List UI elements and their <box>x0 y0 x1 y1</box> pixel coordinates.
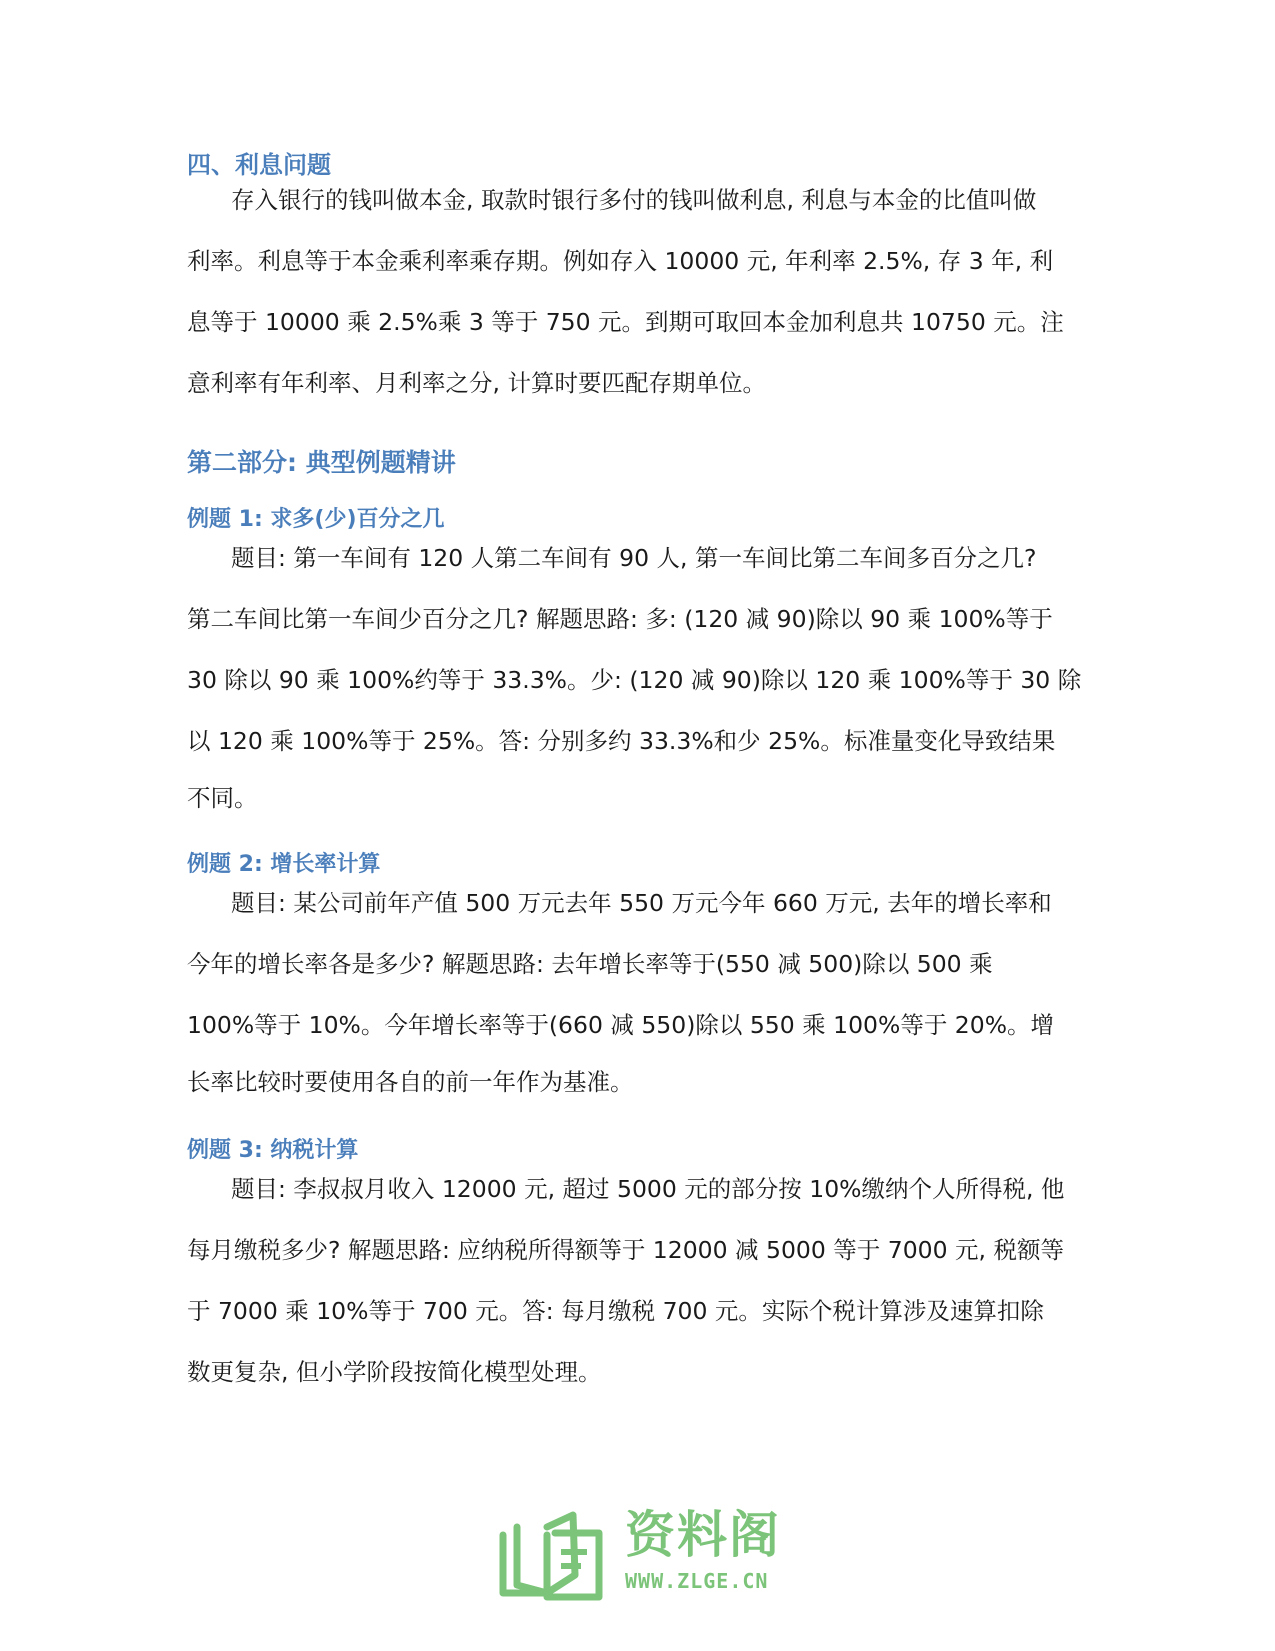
paragraph-line: 第二车间比第一车间少百分之几? 解题思路: 多: (120 减 90)除以 90 乘 100%等于 <box>187 605 1053 633</box>
example-3-heading: 例题 3: 纳税计算 <box>187 1138 359 1163</box>
paragraph-line: 息等于 10000 乘 2.5%乘 3 等于 750 元。到期可取回本金加利息共 10750 元。注 <box>187 308 1064 336</box>
paragraph-line: 存入银行的钱叫做本金, 取款时银行多付的钱叫做利息, 利息与本金的比值叫做 <box>231 186 1037 214</box>
paragraph-line: 长率比较时要使用各自的前一年作为基准。 <box>187 1068 634 1096</box>
paragraph-line: 题目: 李叔叔月收入 12000 元, 超过 5000 元的部分按 10%缴纳个人所得税, 他 <box>231 1175 1065 1203</box>
paragraph-line: 今年的增长率各是多少? 解题思路: 去年增长率等于(550 减 500)除以 500 乘 <box>187 950 993 978</box>
example-1-heading: 例题 1: 求多(少)百分之几 <box>187 507 445 532</box>
paragraph-line: 30 除以 90 乘 100%约等于 33.3%。少: (120 减 90)除以 120 乘 100%等于 30 除 <box>187 666 1082 694</box>
paragraph-line: 题目: 某公司前年产值 500 万元去年 550 万元今年 660 万元, 去年的增长率和 <box>231 889 1052 917</box>
open-book-icon <box>495 1505 615 1605</box>
paragraph-line: 于 7000 乘 10%等于 700 元。答: 每月缴税 700 元。实际个税计算涉及速算扣除 <box>187 1297 1044 1325</box>
paragraph-line: 题目: 第一车间有 120 人第二车间有 90 人, 第一车间比第二车间多百分之几? <box>231 544 1037 572</box>
paragraph-line: 以 120 乘 100%等于 25%。答: 分别多约 33.3%和少 25%。标准量变化导致结果 <box>187 727 1056 755</box>
paragraph-line: 数更复杂, 但小学阶段按简化模型处理。 <box>187 1358 602 1386</box>
part-heading: 第二部分: 典型例题精讲 <box>187 448 456 477</box>
paragraph-line: 每月缴税多少? 解题思路: 应纳税所得额等于 12000 减 5000 等于 7000 元, 税额等 <box>187 1236 1064 1264</box>
paragraph-line: 100%等于 10%。今年增长率等于(660 减 550)除以 550 乘 100%等于 20%。增 <box>187 1011 1055 1039</box>
paragraph-line: 意利率有年利率、月利率之分, 计算时要匹配存期单位。 <box>187 369 766 397</box>
paragraph-line: 不同。 <box>187 784 258 812</box>
logo-text: 资料阁 <box>625 1506 781 1564</box>
paragraph-line: 利率。利息等于本金乘利率乘存期。例如存入 10000 元, 年利率 2.5%, 存 3 年, 利 <box>187 247 1054 275</box>
logo-url: WWW.ZLGE.CN <box>625 1569 769 1593</box>
example-2-heading: 例题 2: 增长率计算 <box>187 852 381 877</box>
site-logo <box>495 1505 795 1605</box>
section-heading-interest: 四、利息问题 <box>187 151 331 179</box>
